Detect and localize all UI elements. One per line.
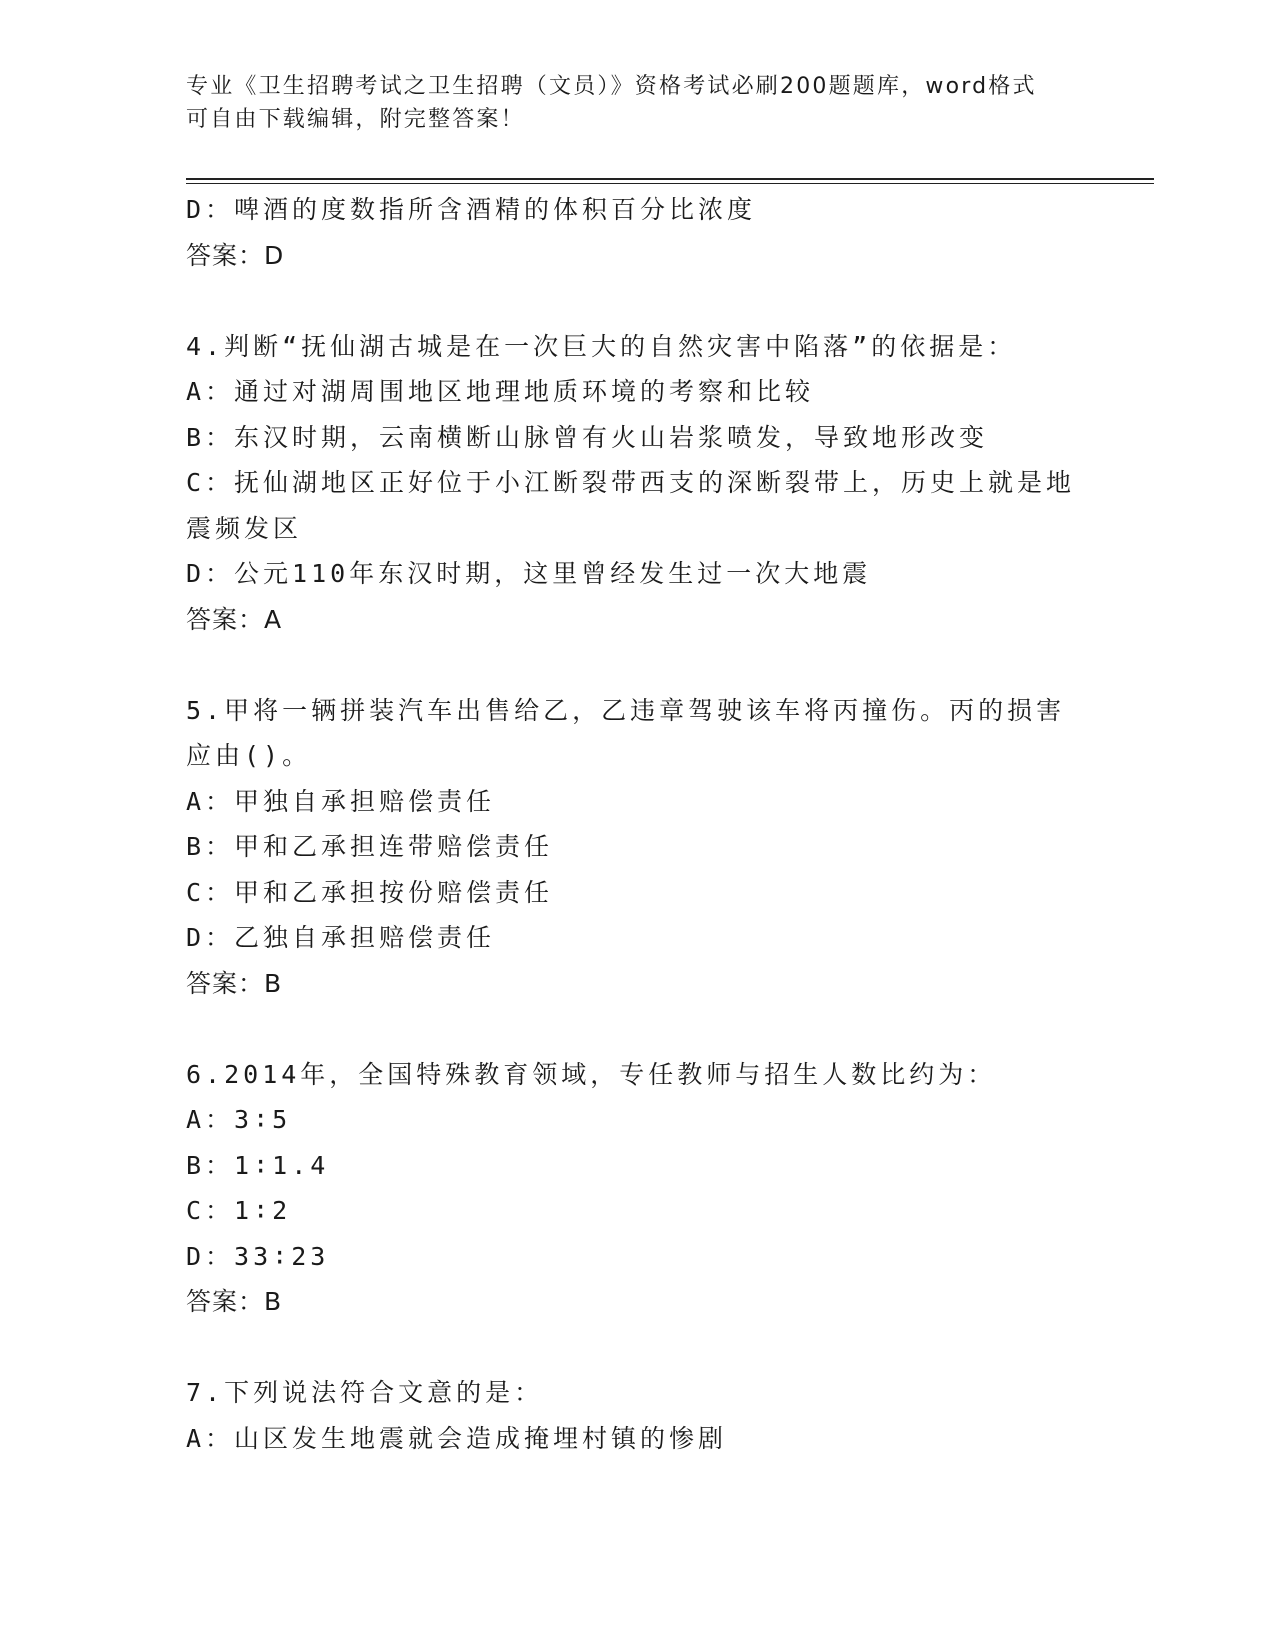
option-c: C：1∶2 bbox=[186, 1196, 292, 1225]
document-header bbox=[186, 70, 1086, 136]
question-stem: 5.甲将一辆拼装汽车出售给乙，乙违章驾驶该车将丙撞伤。丙的损害 bbox=[186, 695, 1066, 725]
spacer bbox=[186, 642, 1086, 688]
question-stem: 7.下列说法符合文意的是： bbox=[186, 1378, 544, 1407]
answer: 答案：A bbox=[186, 604, 283, 634]
question-list bbox=[186, 187, 1086, 1461]
spacer bbox=[186, 278, 1086, 324]
option-b: B：1∶1.4 bbox=[186, 1150, 330, 1180]
option-b: B：东汉时期，云南横断山脉曾有火山岩浆喷发，导致地形改变 bbox=[186, 422, 989, 452]
spacer bbox=[186, 1325, 1086, 1371]
option-c: C：甲和乙承担按份赔偿责任 bbox=[186, 877, 554, 907]
header-line-2: 可自由下载编辑，附完整答案！ bbox=[186, 107, 525, 132]
header-line-1: 专业《卫生招聘考试之卫生招聘（文员）》资格考试必刷200题题库，word格式 bbox=[186, 74, 1037, 99]
question-6 bbox=[186, 1052, 1086, 1325]
answer: 答案：B bbox=[186, 968, 283, 998]
option-d: D：33∶23 bbox=[186, 1241, 330, 1271]
question-stem-continued: 应由()。 bbox=[186, 741, 312, 770]
option-d: D：乙独自承担赔偿责任 bbox=[186, 923, 496, 952]
option-a: A：3∶5 bbox=[186, 1105, 292, 1134]
header-divider-thick bbox=[186, 178, 1154, 180]
option-c: C：抚仙湖地区正好位于小江断裂带西支的深断裂带上，历史上就是地 bbox=[186, 468, 1076, 497]
option-d: D：啤酒的度数指所含酒精的体积百分比浓度 bbox=[186, 195, 757, 224]
option-a: A：通过对湖周围地区地理地质环境的考察和比较 bbox=[186, 377, 815, 406]
option-b: B：甲和乙承担连带赔偿责任 bbox=[186, 832, 554, 861]
question-4 bbox=[186, 324, 1086, 643]
option-a: A：甲独自承担赔偿责任 bbox=[186, 786, 496, 816]
question-stem: 4.判断“抚仙湖古城是在一次巨大的自然灾害中陷落”的依据是： bbox=[186, 331, 1017, 361]
option-a: A：山区发生地震就会造成掩埋村镇的惨剧 bbox=[186, 1423, 728, 1453]
question-stem: 6.2014年，全国特殊教育领域，专任教师与招生人数比约为： bbox=[186, 1059, 997, 1089]
question-3 bbox=[186, 187, 1086, 278]
question-5 bbox=[186, 688, 1086, 1007]
option-d: D：公元110年东汉时期，这里曾经发生过一次大地震 bbox=[186, 559, 872, 588]
header-divider-thin bbox=[186, 183, 1154, 184]
question-7 bbox=[186, 1370, 1086, 1461]
answer: 答案：D bbox=[186, 240, 285, 270]
spacer bbox=[186, 1006, 1086, 1052]
answer: 答案：B bbox=[186, 1287, 283, 1316]
option-c-continued: 震频发区 bbox=[186, 513, 303, 543]
